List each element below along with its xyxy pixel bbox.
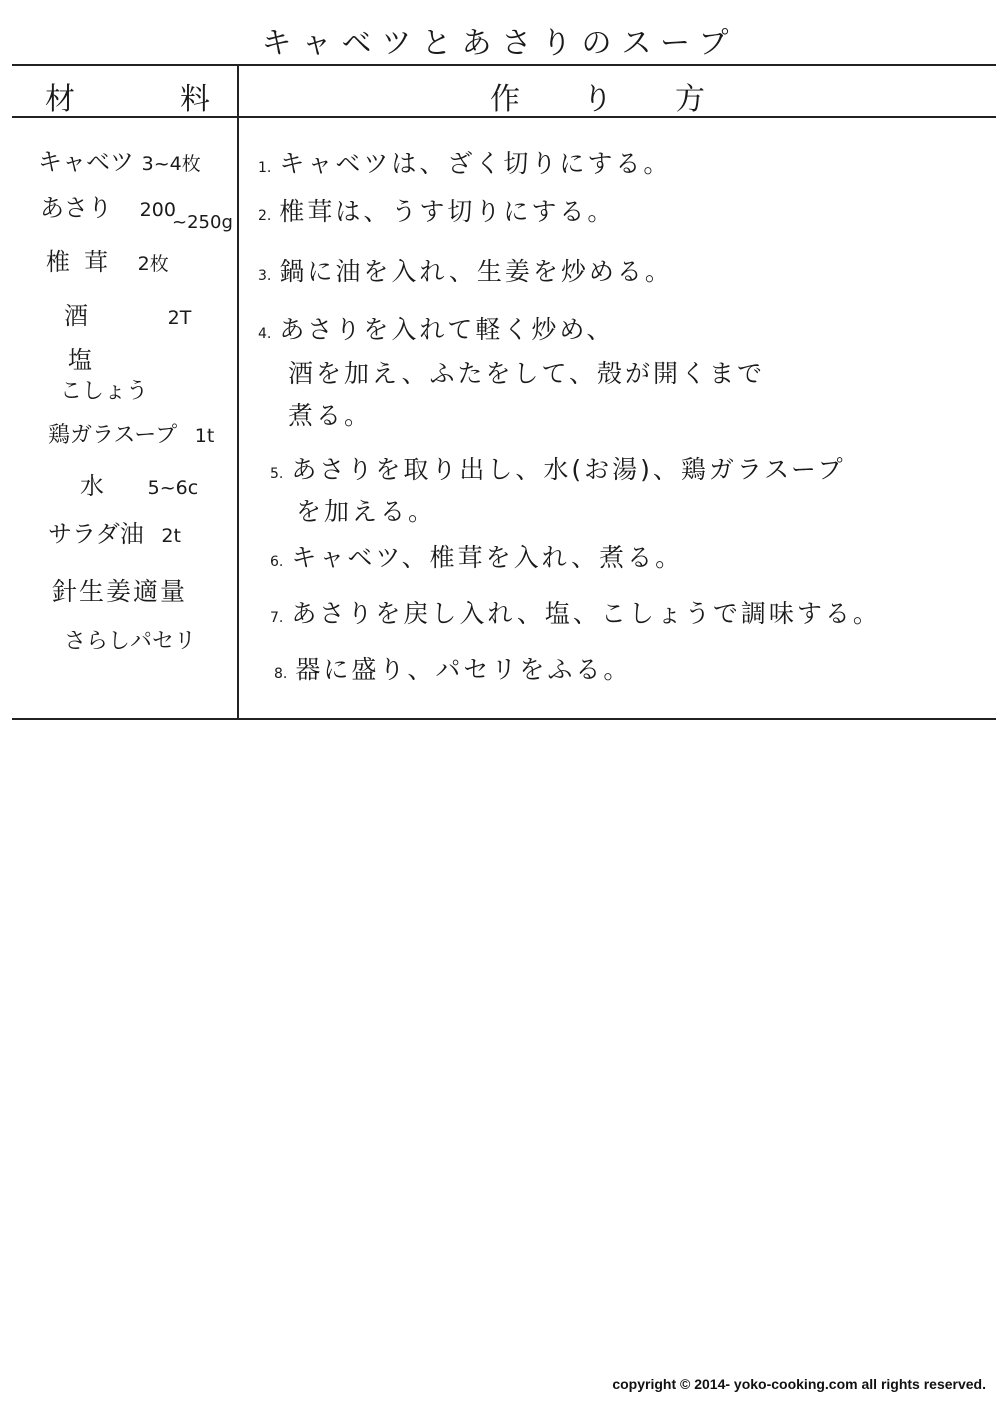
step-text: キャベツ、椎茸を入れ、煮る。 — [291, 543, 684, 572]
step-text-continued: を加える。 — [296, 497, 437, 526]
direction-step — [270, 450, 846, 486]
ingredient-name: 酒 — [64, 302, 88, 330]
step-number: 4. — [258, 326, 272, 342]
ingredient-item — [48, 514, 181, 549]
step-text: あさりを戻し入れ、塩、こしょうで調味する。 — [291, 599, 881, 628]
ingredient-name: 水 — [80, 472, 104, 500]
directions-header-char: 作 — [490, 82, 520, 117]
step-number: 1. — [258, 160, 272, 176]
directions-header — [490, 76, 705, 116]
ingredients-header-char: 材 — [45, 82, 75, 117]
direction-step — [274, 650, 631, 686]
step-text: 鍋に油を入れ、生姜を炒める。 — [279, 257, 673, 286]
ingredient-name: あさり — [40, 194, 112, 222]
ingredient-item — [68, 340, 92, 375]
table-bottom-border — [12, 718, 996, 720]
ingredient-qty: 5~6c — [147, 477, 199, 499]
step-text: あさりを入れて軽く炒め、 — [279, 315, 615, 344]
step-text-continued: 煮る。 — [288, 401, 373, 430]
direction-step — [270, 594, 881, 630]
ingredient-item — [64, 296, 191, 331]
direction-step — [258, 144, 671, 180]
step-text: あさりを取り出し、水(お湯)、鶏ガラスープ — [291, 455, 846, 484]
step-text: キャベツは、ざく切りにする。 — [279, 149, 672, 178]
ingredient-qty: 2枚 — [137, 253, 169, 275]
ingredient-qty-extra: ~250g — [172, 212, 233, 233]
ingredient-name: 鶏ガラスープ — [48, 423, 178, 448]
ingredient-qty: 2t — [161, 525, 181, 547]
ingredient-item — [60, 374, 148, 405]
column-divider — [237, 64, 239, 720]
ingredient-name: 塩 — [68, 346, 92, 374]
step-number: 8. — [274, 666, 288, 682]
ingredient-item — [64, 624, 196, 655]
ingredient-name: こしょう — [60, 379, 149, 404]
ingredient-item — [52, 572, 187, 608]
direction-step — [258, 252, 673, 288]
ingredient-item — [40, 188, 176, 223]
ingredient-qty: 2T — [167, 307, 192, 329]
ingredient-item — [80, 466, 198, 501]
ingredient-qty: 3~4枚 — [141, 153, 201, 175]
directions-header-char: り — [582, 82, 613, 117]
recipe-title: キャベツとあさりのスープ — [261, 26, 739, 61]
step-text: 椎茸は、うす切りにする。 — [279, 197, 616, 226]
step-number: 7. — [270, 610, 284, 626]
ingredients-header-char: 料 — [180, 82, 210, 117]
step-number: 3. — [258, 268, 272, 284]
table-top-border — [12, 64, 996, 66]
copyright-notice: copyright © 2014- yoko-cooking.com all rights reserved. — [612, 1376, 986, 1392]
direction-step — [258, 310, 614, 346]
step-number: 6. — [270, 554, 284, 570]
step-text-continued: 酒を加え、ふたをして、殻が開くまで — [288, 359, 766, 388]
step-text: 器に盛り、パセリをふる。 — [295, 655, 632, 684]
direction-step — [258, 192, 615, 228]
ingredients-header — [45, 76, 210, 116]
ingredient-name: キャベツ — [38, 148, 134, 176]
ingredient-name: 針生姜適量 — [52, 577, 188, 606]
step-number: 2. — [258, 208, 272, 224]
directions-header-char: 方 — [675, 82, 705, 117]
ingredient-qty: 1t — [194, 425, 215, 447]
ingredient-name: 椎茸 — [46, 248, 122, 276]
step-number: 5. — [270, 466, 284, 482]
ingredient-item — [38, 142, 201, 177]
ingredient-name: サラダ油 — [48, 520, 144, 548]
ingredient-qty: 200 — [139, 199, 176, 221]
direction-step — [270, 538, 683, 574]
ingredient-name: さらしパセリ — [64, 629, 197, 654]
ingredient-item — [48, 418, 214, 449]
ingredient-item — [46, 242, 169, 277]
